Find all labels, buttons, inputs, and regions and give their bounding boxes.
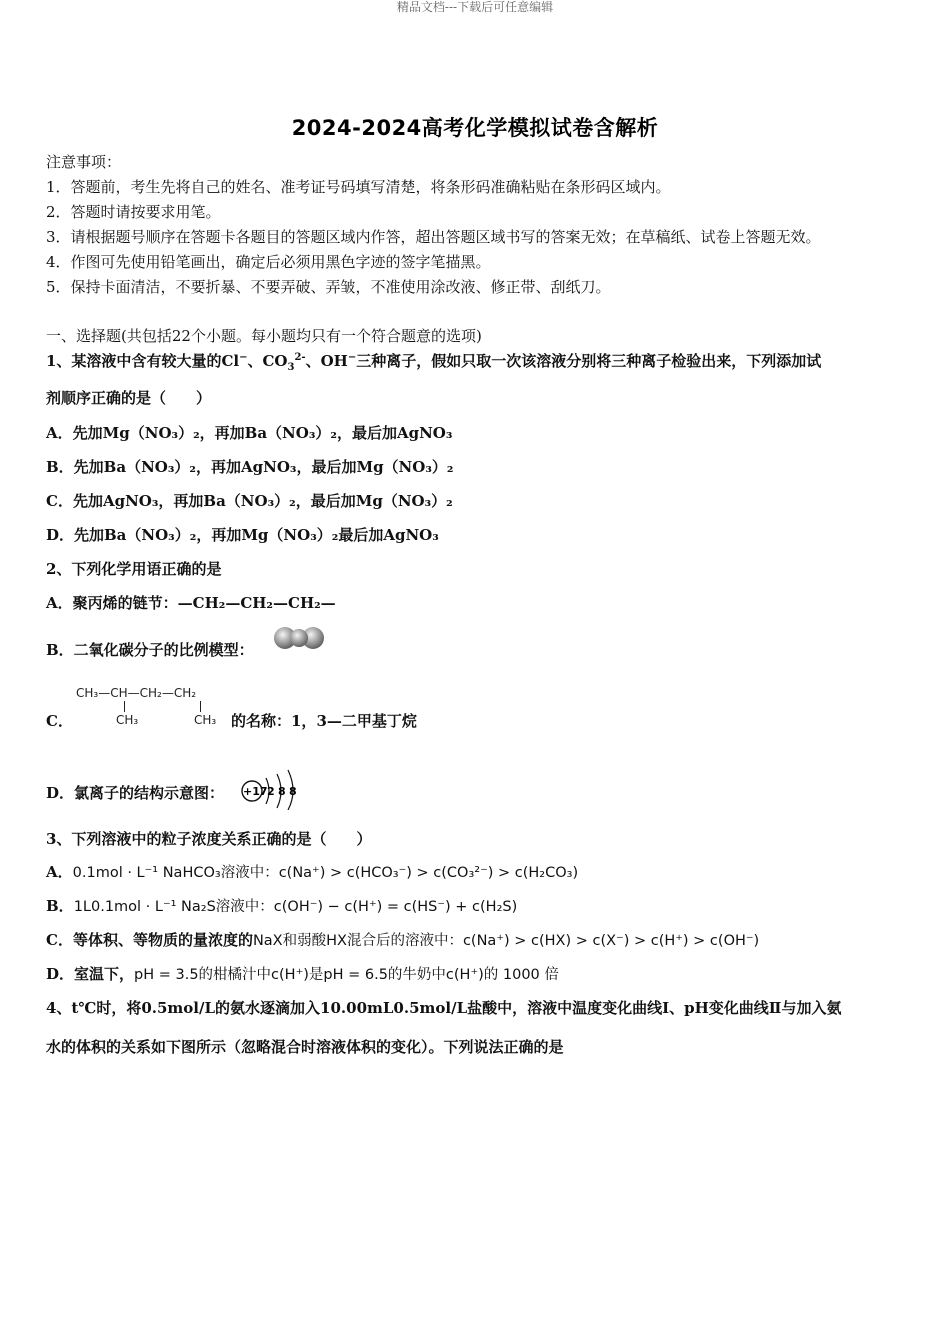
notice-heading: 注意事项： (46, 153, 122, 171)
q2-option-b: B．二氧化碳分子的比例模型： (46, 641, 254, 659)
q1-stem-line2: 剂顺序正确的是（ ） (46, 389, 212, 407)
svg-text:2: 2 (267, 785, 275, 798)
q3-option-a: A．0.1mol · L⁻¹ NaHCO₃溶液中：c(Na⁺) > c(HCO₃⁻) > c(CO₃²⁻) > c(H₂CO₃) (46, 863, 579, 881)
notice-item-3: 3．请根据题号顺序在答题卡各题目的答题区域内作答，超出答题区域书写的答案无效；在草稿纸、试卷上答题无效。 (46, 228, 821, 246)
structural-formula: CH₃—CH—CH₂—CH₂ CH₃ CH₃ (76, 686, 217, 727)
q3-stem: 3、下列溶液中的粒子浓度关系正确的是（ ） (46, 830, 372, 848)
svg-text:8: 8 (278, 785, 286, 798)
q4-stem-line2: 水的体积的关系如下图所示（忽略混合时溶液体积的变化）。下列说法正确的是 (46, 1038, 564, 1056)
q3-option-d: D．室温下，pH = 3.5的柑橘汁中c(H⁺)是pH = 6.5的牛奶中c(H⁺)的 1000 倍 (46, 965, 559, 983)
page-title: 2024-2024高考化学模拟试卷含解析 (291, 116, 659, 140)
q1-option-b: B．先加Ba（NO₃）₂，再加AgNO₃，最后加Mg（NO₃）₂ (46, 458, 454, 476)
svg-text:+17: +17 (243, 785, 268, 798)
q3-option-c: C．等体积、等物质的量浓度的NaX和弱酸HX混合后的溶液中：c(Na⁺) > c(HX) > c(X⁻) > c(H⁺) > c(OH⁻) (46, 931, 760, 949)
q2-option-a: A．聚丙烯的链节：—CH₂—CH₂—CH₂— (46, 594, 336, 612)
notice-item-4: 4．作图可先使用铅笔画出，确定后必须用黑色字迹的签字笔描黑。 (46, 253, 491, 271)
notice-item-2: 2．答题时请按要求用笔。 (46, 203, 221, 221)
q1-option-d: D．先加Ba（NO₃）₂，再加Mg（NO₃）₂最后加AgNO₃ (46, 526, 439, 544)
notice-item-1: 1．答题前，考生先将自己的姓名、准考证号码填写清楚，将条形码准确粘贴在条形码区域内。 (46, 178, 671, 196)
q1-stem-line1: 1、某溶液中含有较大量的Cl−、$CO_3^{2-}$、OH−三种离子，假如只取一次该溶液分别将三种离子检验出来，下列添加试 (46, 352, 822, 373)
chloride-ion-structure-diagram (240, 766, 302, 810)
q1-option-a: A．先加Mg（NO₃）₂，再加Ba（NO₃）₂，最后加AgNO₃ (46, 424, 453, 442)
q2-option-c-label: C． (46, 712, 73, 730)
q3-option-b: B．1L0.1mol · L⁻¹ Na₂S溶液中：c(OH⁻) − c(H⁺) = c(HS⁻) + c(H₂S) (46, 897, 518, 915)
q4-stem-line1: 4、t℃时，将0.5mol/L的氨水逐滴加入10.00mL0.5mol/L盐酸中，溶液中温度变化曲线Ⅰ、pH变化曲线Ⅱ与加入氨 (46, 999, 842, 1017)
bond-line-1 (124, 701, 125, 712)
q2-option-d: D．氯离子的结构示意图： (46, 784, 225, 802)
page-header: 精品文档---下载后可任意编辑 (396, 0, 554, 14)
q2-stem: 2、下列化学用语正确的是 (46, 560, 222, 578)
q1-option-c: C．先加AgNO₃，再加Ba（NO₃）₂，最后加Mg（NO₃）₂ (46, 492, 453, 510)
bond-line-2 (200, 701, 201, 712)
svg-text:8: 8 (289, 785, 297, 798)
section-heading: 一、选择题(共包括22个小题。每小题均只有一个符合题意的选项) (46, 327, 482, 345)
q2-option-c-text: 的名称：1，3—二甲基丁烷 (231, 712, 417, 730)
notice-item-5: 5．保持卡面清洁，不要折暴、不要弄破、弄皱，不准使用涂改液、修正带、刮纸刀。 (46, 278, 611, 296)
co2-space-filling-model (272, 624, 328, 652)
